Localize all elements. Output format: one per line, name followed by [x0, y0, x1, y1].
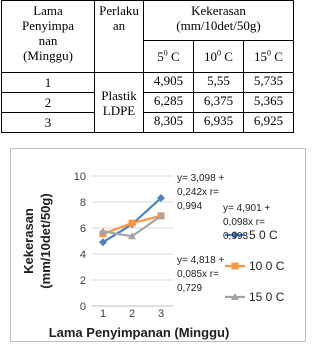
hardness-chart — [10, 148, 306, 342]
regression-annotation: 0,994 — [177, 201, 203, 212]
temp-sup: 0 — [163, 48, 168, 58]
hardness-table — [1, 0, 294, 133]
legend-label: 5 0 C — [249, 228, 278, 242]
y-tick-label: 0 — [79, 301, 86, 313]
legend-label: 15 0 C — [249, 290, 285, 304]
header-temp-10 — [194, 41, 244, 73]
cell-value: 5,365 — [244, 93, 294, 113]
y-axis-label: (mm/10det/50g) — [38, 193, 53, 289]
header-temp-15 — [244, 41, 294, 73]
regression-annotation: 0,729 — [177, 283, 203, 294]
cell-value: 4,905 — [144, 73, 194, 93]
y-tick-label: 2 — [79, 275, 86, 287]
treatment-text: Plastik — [101, 87, 137, 103]
header-treatment — [95, 1, 144, 73]
cell-value: 6,285 — [144, 93, 194, 113]
cell-week: 2 — [2, 93, 95, 113]
header-hardness — [144, 1, 294, 41]
header-storage-time — [2, 1, 95, 73]
header-text: Lama — [33, 3, 63, 18]
x-tick-label: 3 — [157, 308, 165, 320]
cell-value: 6,925 — [244, 113, 294, 133]
temp-sup: 0 — [267, 48, 272, 58]
temp-unit: C — [167, 49, 180, 64]
header-temp-5 — [144, 41, 194, 73]
legend-marker — [232, 263, 239, 270]
y-tick-label: 10 — [73, 171, 86, 183]
cell-value: 8,305 — [144, 113, 194, 133]
temp-num: 5 — [157, 49, 164, 64]
temp-num: 10 — [204, 49, 218, 64]
x-tick-label: 1 — [99, 308, 107, 320]
temp-num: 15 — [254, 49, 268, 64]
x-axis-label: Lama Penyimpanan (Minggu) — [48, 325, 230, 340]
header-text: (mm/10det/50g) — [176, 18, 261, 33]
header-text: nan — [38, 33, 58, 48]
cell-week: 3 — [2, 113, 95, 133]
y-tick-label: 8 — [79, 197, 86, 209]
header-text: (Minggu) — [23, 48, 73, 63]
regression-annotation: 0,085x r= — [177, 269, 219, 280]
temp-sup: 0 — [217, 48, 222, 58]
regression-annotation: y= 4,901 + — [223, 203, 271, 214]
chart-svg — [11, 149, 307, 343]
y-axis-label: Kekerasan — [21, 208, 36, 274]
treatment-text: LDPE — [102, 102, 136, 118]
cell-treatment — [95, 73, 144, 133]
header-text: an — [112, 18, 126, 33]
temp-unit: C — [271, 49, 283, 64]
cell-value: 5,735 — [244, 73, 294, 93]
y-tick-label: 4 — [79, 249, 86, 261]
regression-annotation: y= 4,818 + — [177, 255, 225, 266]
x-tick-label: 2 — [128, 308, 136, 320]
regression-annotation: 0,993 — [223, 231, 249, 242]
data-point-square — [129, 220, 136, 227]
y-tick-label: 6 — [79, 223, 86, 235]
cell-value: 6,935 — [194, 113, 244, 133]
regression-annotation: y= 3,098 + — [177, 173, 225, 184]
header-text: Kekerasan — [191, 3, 246, 18]
regression-annotation: 0,098x r= — [223, 217, 265, 228]
cell-value: 6,375 — [194, 93, 244, 113]
header-text: Perlaku — [99, 3, 139, 18]
header-text: Penyimpa — [22, 18, 74, 33]
legend-label: 10 0 C — [249, 259, 285, 273]
cell-value: 5,55 — [194, 73, 244, 93]
regression-annotation: 0,242x r= — [177, 187, 219, 198]
cell-week: 1 — [2, 73, 95, 93]
temp-unit: C — [221, 49, 233, 64]
